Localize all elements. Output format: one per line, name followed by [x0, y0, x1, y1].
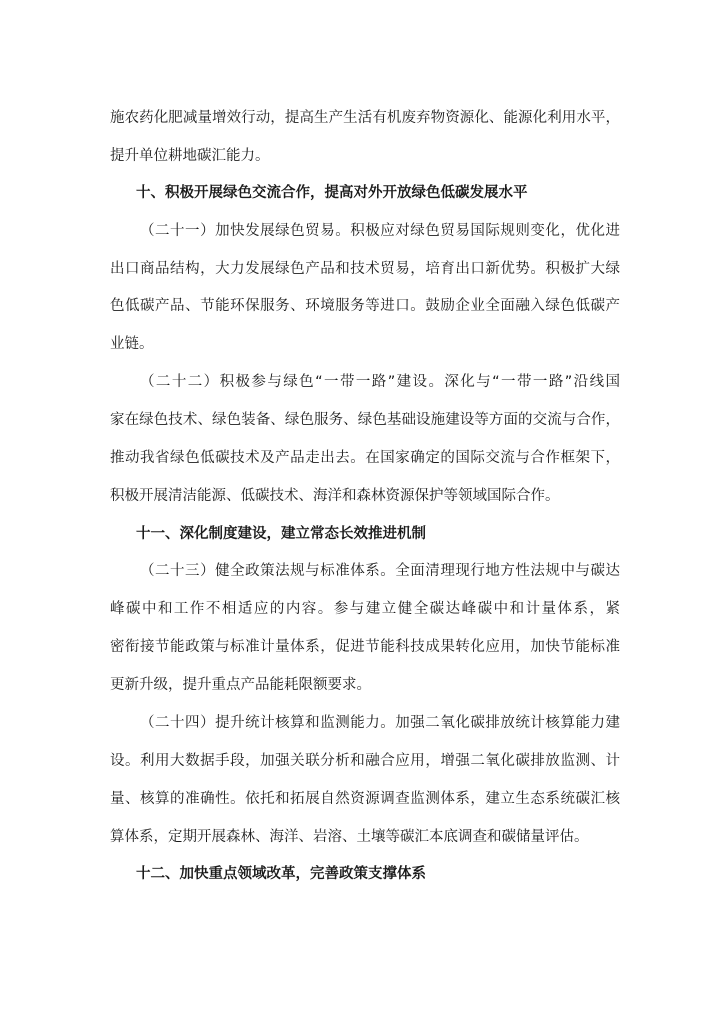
text-line: 家在绿色技术、绿色装备、绿色服务、绿色基础设施建设等方面的交流与合作，	[110, 412, 620, 428]
text-line: （二十一）加快发展绿色贸易。积极应对绿色贸易国际规则变化，优化进	[140, 223, 620, 239]
text-line: 更新升级，提升重点产品能耗限额要求。	[110, 677, 371, 693]
text-line: 业链。	[110, 336, 154, 352]
text-line: 量、核算的准确性。依托和拓展自然资源调查监测体系，建立生态系统碳汇核	[110, 791, 620, 807]
text-line: 积极开展清洁能源、低碳技术、海洋和森林资源保护等领域国际合作。	[110, 488, 560, 504]
section-heading-11: 十一、深化制度建设，建立常态长效推进机制	[136, 526, 426, 542]
section-heading-12: 十二、加快重点领域改革，完善政策支撑体系	[136, 866, 426, 882]
text-line: 峰碳中和工作不相适应的内容。参与建立健全碳达峰碳中和计量体系，紧	[110, 601, 620, 617]
text-line: 密衔接节能政策与标准计量体系，促进节能科技成果转化应用，加快节能标准	[110, 639, 620, 655]
text-line: 设。利用大数据手段，加强关联分析和融合应用，增强二氧化碳排放监测、计	[110, 753, 620, 769]
text-line: （二十三）健全政策法规与标准体系。全面清理现行地方性法规中与碳达	[140, 563, 620, 579]
text-line: （二十四）提升统计核算和监测能力。加强二氧化碳排放统计核算能力建	[140, 715, 620, 731]
text-line: 提升单位耕地碳汇能力。	[110, 148, 270, 164]
text-line: （二十二）积极参与绿色“一带一路”建设。深化与“一带一路”沿线国	[140, 374, 620, 390]
text-line: 出口商品结构，大力发展绿色产品和技术贸易，培育出口新优势。积极扩大绿	[110, 261, 620, 277]
text-line: 推动我省绿色低碳技术及产品走出去。在国家确定的国际交流与合作框架下，	[110, 450, 620, 466]
section-heading-10: 十、积极开展绿色交流合作，提高对外开放绿色低碳发展水平	[136, 185, 528, 201]
text-line: 算体系，定期开展森林、海洋、岩溶、土壤等碳汇本底调查和碳储量评估。	[110, 829, 589, 845]
text-line: 色低碳产品、节能环保服务、环境服务等进口。鼓励企业全面融入绿色低碳产	[110, 298, 620, 314]
text-line: 施农药化肥减量增效行动，提高生产生活有机废弃物资源化、能源化利用水平，	[110, 110, 620, 126]
